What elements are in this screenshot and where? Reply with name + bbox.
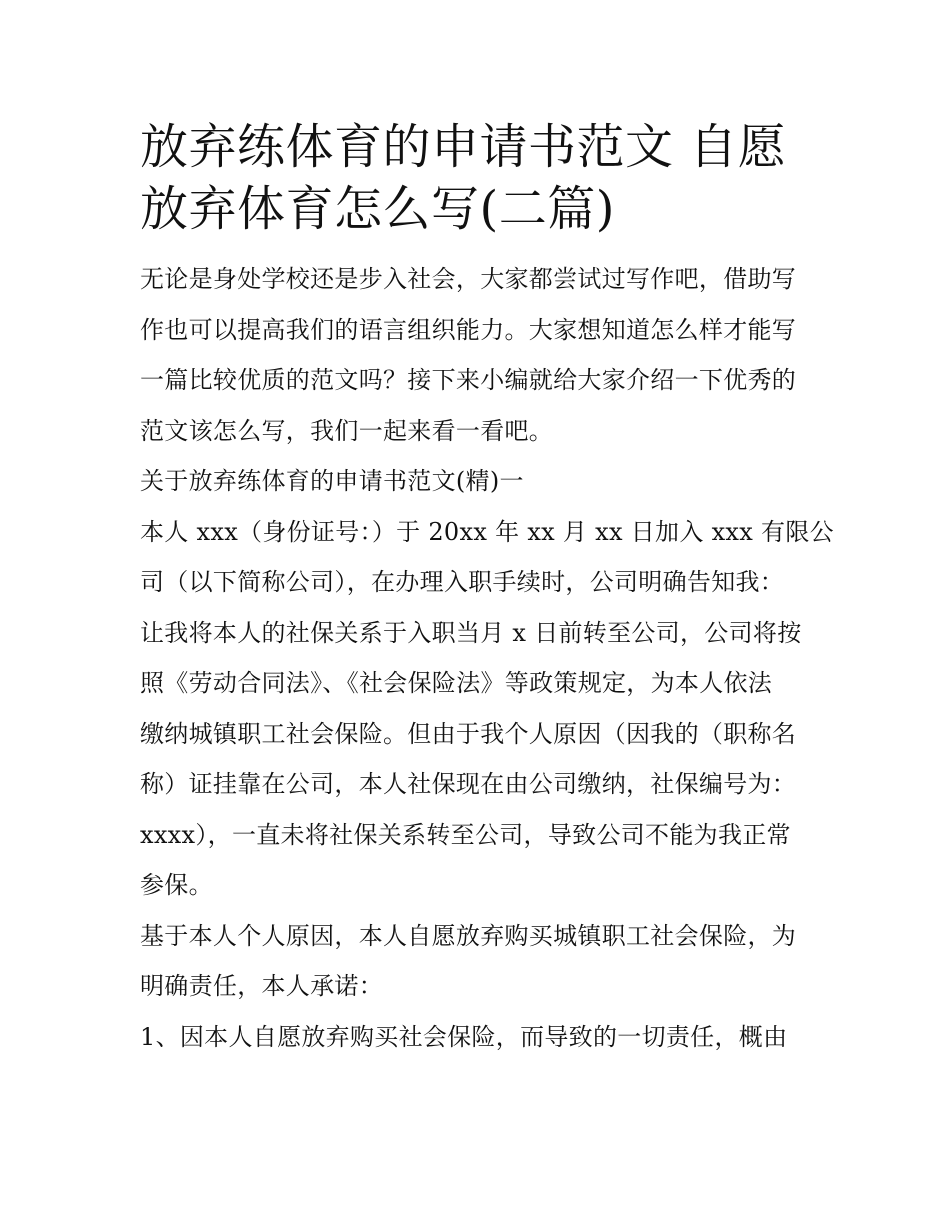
text-line: 本人 xxx（身份证号：）于 20xx 年 xx 月 xx 日加入 xxx 有限公 (140, 517, 834, 546)
statement-paragraph (140, 507, 834, 911)
text-line: 缴纳城镇职工社会保险。但由于我个人原因（因我的（职称名 (140, 719, 797, 748)
text-line: 一篇比较优质的范文吗？接下来小编就给大家介绍一下优秀的 (140, 366, 797, 394)
text-line: 司（以下简称公司），在办理入职手续时，公司明确告知我： (140, 568, 785, 596)
text-line: 无论是身处学校还是步入社会，大家都尝试过写作吧，借助写 (140, 265, 797, 293)
text-line: 作也可以提高我们的语言组织能力。大家想知道怎么样才能写 (140, 315, 797, 344)
document-body (140, 116, 834, 1062)
text-line: 参保。 (140, 871, 213, 899)
text-line: 1、因本人自愿放弃购买社会保险，而导致的一切责任，概由 (140, 1022, 788, 1051)
section-heading (140, 456, 812, 507)
text-line: 称）证挂靠在公司，本人社保现在由公司缴纳，社保编号为： (140, 770, 797, 798)
text-line: 范文该怎么写，我们一起来看一看吧。 (140, 416, 554, 445)
commitment-item-1 (140, 1012, 812, 1063)
commitment-paragraph (140, 911, 812, 1012)
text-line: 明确责任，本人承诺： (140, 972, 383, 1000)
text-line: 基于本人个人原因，本人自愿放弃购买城镇职工社会保险，为 (140, 921, 797, 950)
intro-paragraph (140, 254, 812, 456)
text-line: xxxx），一直未将社保关系转至公司，导致公司不能为我正常 (140, 820, 791, 849)
document-title (140, 116, 812, 240)
text-line: 关于放弃练体育的申请书范文(精)一 (140, 467, 524, 495)
text-line: 照《劳动合同法》、《社会保险法》等政策规定，为本人依法 (140, 669, 773, 697)
text-line: 让我将本人的社保关系于入职当月 x 日前转至公司，公司将按 (140, 618, 802, 647)
title-line-1: 放弃练体育的申请书范文 自愿 (140, 119, 787, 175)
title-line-2: 放弃体育怎么写(二篇) (140, 181, 615, 237)
